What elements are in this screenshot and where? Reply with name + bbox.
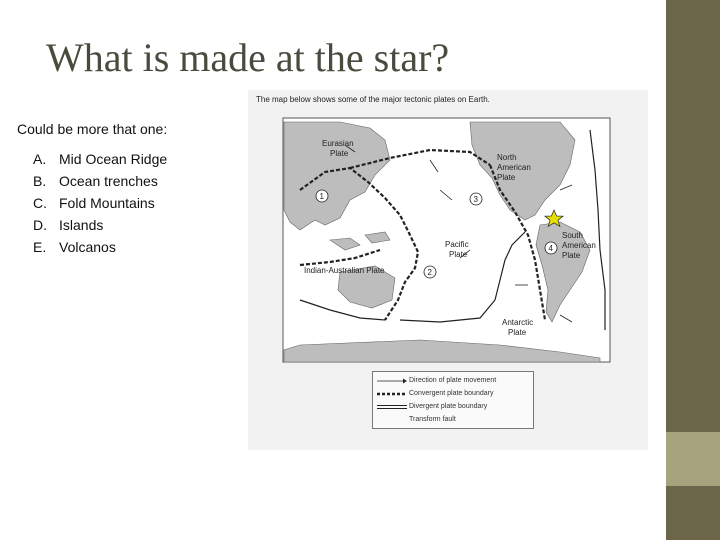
label-north: North	[497, 153, 517, 162]
label-south-american-plate: Plate	[562, 251, 581, 260]
label-eurasian: Eurasian	[322, 139, 354, 148]
label-indian-australian: Indian-Australian Plate	[304, 266, 385, 275]
map-caption: The map below shows some of the major tectonic plates on Earth.	[256, 95, 490, 104]
label-south-american: American	[562, 241, 596, 250]
label-north-american-plate: Plate	[497, 173, 516, 182]
arrow-line-icon	[375, 376, 409, 386]
option-letter: C.	[33, 195, 47, 211]
option-letter: D.	[33, 217, 47, 233]
option-letter: E.	[33, 239, 47, 255]
label-antarctic-plate: Plate	[508, 328, 527, 337]
option-text: Mid Ocean Ridge	[59, 151, 168, 167]
label-pacific-plate: Plate	[449, 250, 468, 259]
legend-row-divergent	[373, 402, 533, 412]
legend-label-convergent: Convergent plate boundary	[409, 390, 494, 397]
legend-row-convergent	[373, 389, 533, 399]
label-south: South	[562, 231, 583, 240]
marker-label-4: 4	[548, 244, 553, 253]
option-text: Ocean trenches	[59, 173, 158, 189]
double-line-icon	[375, 402, 409, 412]
marker-label-3: 3	[473, 195, 478, 204]
legend-row-movement	[373, 376, 533, 386]
legend-row-transform	[373, 415, 533, 425]
dashed-line-icon	[375, 389, 409, 399]
label-north-american: American	[497, 163, 531, 172]
option-text: Fold Mountains	[59, 195, 155, 211]
label-eurasian-plate: Plate	[330, 149, 349, 158]
option-letter: B.	[33, 173, 47, 189]
legend-label-divergent: Divergent plate boundary	[409, 403, 488, 410]
option-text: Islands	[59, 217, 104, 233]
label-antarctic: Antarctic	[502, 318, 534, 327]
slide-title: What is made at the star?	[46, 35, 450, 80]
option-text: Volcanos	[59, 239, 116, 255]
marker-label-1: 1	[319, 192, 324, 201]
legend-label-movement: Direction of plate movement	[409, 377, 497, 384]
map-legend	[372, 371, 534, 429]
slide-subtitle: Could be more that one:	[17, 121, 168, 137]
option-letter: A.	[33, 151, 47, 167]
marker-label-2: 2	[427, 268, 432, 277]
label-pacific: Pacific	[445, 240, 469, 249]
legend-label-transform: Transform fault	[409, 416, 456, 423]
